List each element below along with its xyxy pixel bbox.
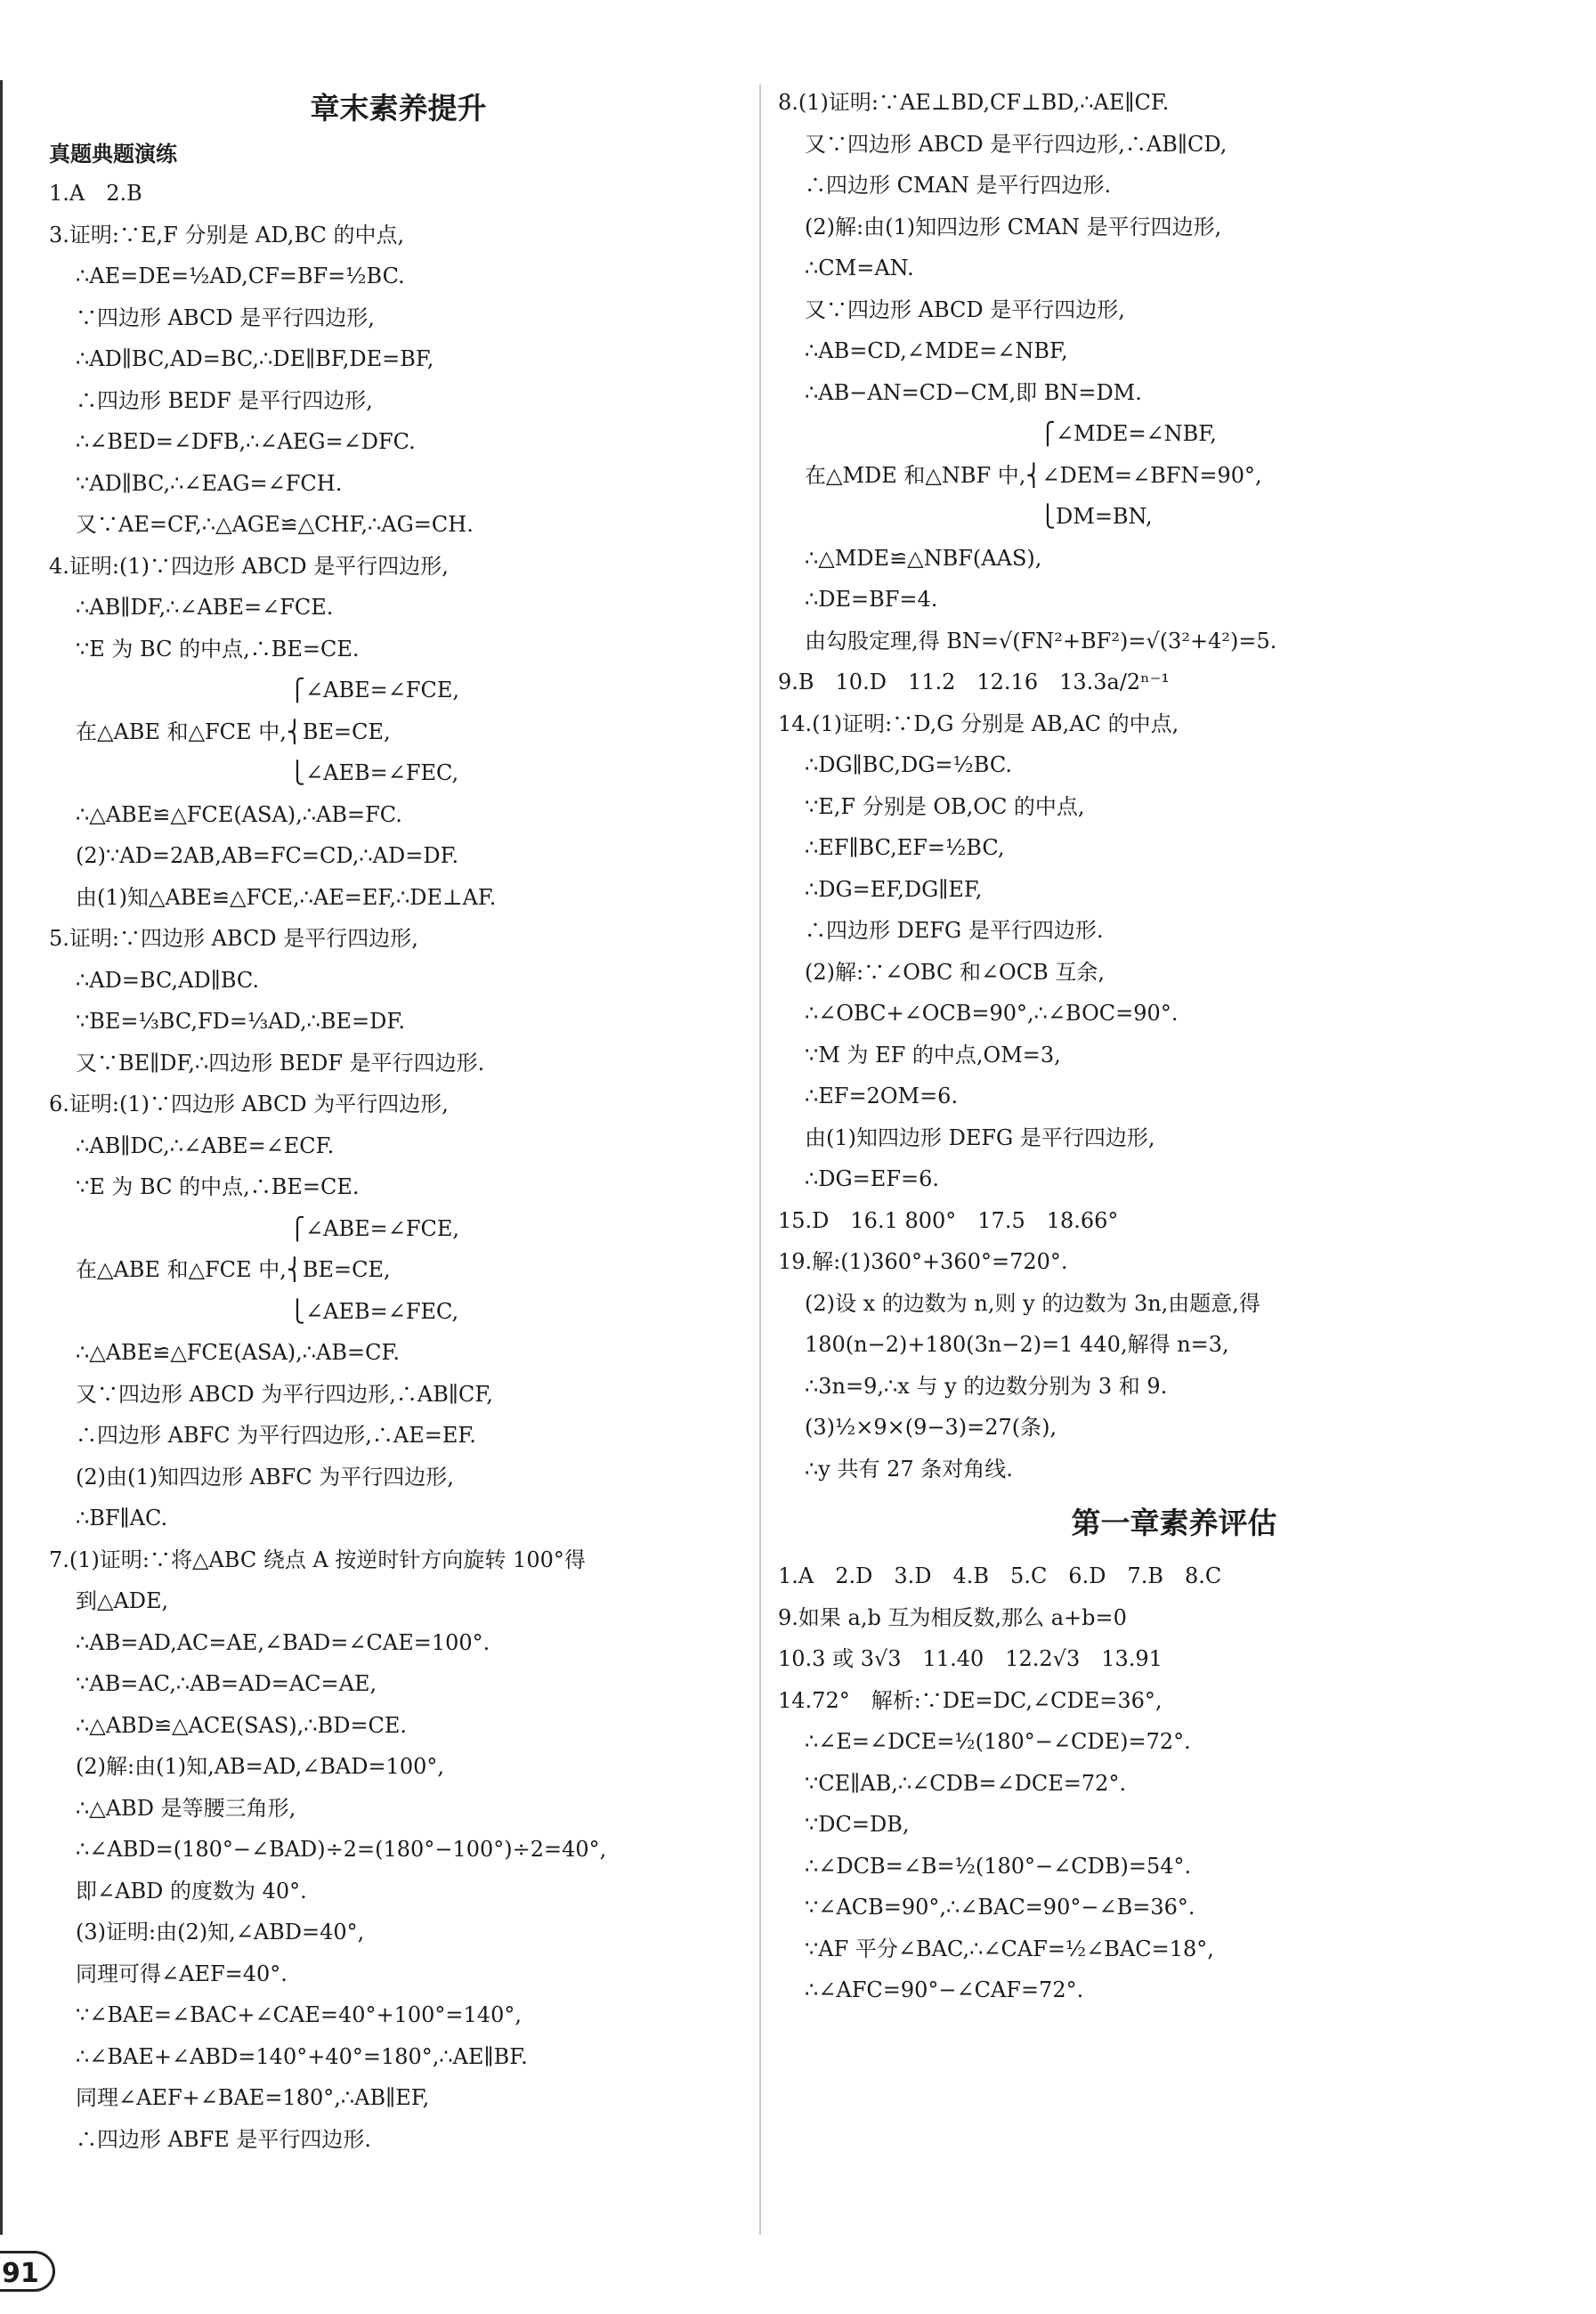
- answer-line: (2)解:∵∠OBC 和∠OCB 互余,: [805, 959, 1105, 985]
- answer-line: ∴四边形 CMAN 是平行四边形.: [805, 173, 1112, 198]
- answer-line: 15.D 16.1 800° 17.5 18.66°: [778, 1207, 1119, 1233]
- answer-line: 又∵BE∥DF,∴四边形 BEDF 是平行四边形.: [76, 1050, 485, 1076]
- answer-line: 14.72° 解析:∵DE=DC,∠CDE=36°,: [778, 1687, 1163, 1713]
- answer-line: 19.解:(1)360°+360°=720°.: [778, 1249, 1068, 1274]
- answer-line: 在△ABE 和△FCE 中,⎨BE=CE,: [76, 719, 391, 744]
- answer-line: 7.(1)证明:∵将△ABC 绕点 A 按逆时针方向旋转 100°得: [49, 1547, 586, 1572]
- answer-line: (2)解:由(1)知四边形 CMAN 是平行四边形,: [805, 214, 1222, 240]
- answer-line: ∴DG=EF,DG∥EF,: [805, 876, 983, 902]
- answer-line: ∴∠DCB=∠B=½(180°−∠CDB)=54°.: [805, 1853, 1192, 1879]
- answer-line: 由勾股定理,得 BN=√(FN²+BF²)=√(3²+4²)=5.: [805, 628, 1277, 654]
- answer-line: 9.如果 a,b 互为相反数,那么 a+b=0: [778, 1604, 1127, 1630]
- right-answer-lines: [778, 82, 1570, 1490]
- answer-line: ∴四边形 DEFG 是平行四边形.: [805, 918, 1104, 943]
- answer-line: (3)½×9×(9−3)=27(条),: [805, 1415, 1057, 1440]
- answer-line: ∴∠OBC+∠OCB=90°,∴∠BOC=90°.: [805, 1001, 1179, 1026]
- answer-line: ∴∠E=∠DCE=½(180°−∠CDE)=72°.: [805, 1729, 1191, 1754]
- answer-line: 1.A 2.B: [49, 181, 142, 206]
- answer-line: 3.证明:∵E,F 分别是 AD,BC 的中点,: [49, 222, 405, 248]
- answer-line: ∴AB∥DC,∴∠ABE=∠ECF.: [76, 1133, 335, 1158]
- answer-line: ∵∠ACB=90°,∴∠BAC=90°−∠B=36°.: [805, 1895, 1195, 1920]
- answer-line: ∴DE=BF=4.: [805, 587, 938, 612]
- answer-line: 8.(1)证明:∵AE⊥BD,CF⊥BD,∴AE∥CF.: [778, 90, 1170, 115]
- answer-line: 即∠ABD 的度数为 40°.: [76, 1878, 307, 1904]
- left-column: [49, 82, 748, 2160]
- answer-line: 由(1)知四边形 DEFG 是平行四边形,: [805, 1125, 1155, 1150]
- section-heading: 真题典题演练: [49, 142, 177, 166]
- answer-line: ∴EF=2OM=6.: [805, 1084, 959, 1108]
- page-number: 91: [0, 2251, 55, 2292]
- answer-line: ⎧∠ABE=∠FCE,: [76, 678, 459, 702]
- answer-line: 又∵四边形 ABCD 是平行四边形,: [805, 296, 1125, 322]
- answer-line: 同理∠AEF+∠BAE=180°,∴AB∥EF,: [76, 2085, 430, 2110]
- answer-line: (3)证明:由(2)知,∠ABD=40°,: [76, 1920, 365, 1945]
- answer-line: ∴DG=EF=6.: [805, 1166, 939, 1191]
- answer-line: ∴△ABD≌△ACE(SAS),∴BD=CE.: [76, 1712, 408, 1738]
- answer-line: ∵BE=⅓BC,FD=⅓AD,∴BE=DF.: [76, 1009, 405, 1034]
- answer-line: (2)设 x 的边数为 n,则 y 的边数为 3n,由题意,得: [805, 1290, 1260, 1316]
- answer-line: ∵∠BAE=∠BAC+∠CAE=40°+100°=140°,: [76, 2002, 522, 2027]
- answer-line: 在△ABE 和△FCE 中,⎨BE=CE,: [76, 1257, 391, 1282]
- answer-line: 10.3 或 3√3 11.40 12.2√3 13.91: [778, 1646, 1163, 1671]
- answer-line: ∴四边形 ABFE 是平行四边形.: [76, 2126, 372, 2152]
- answer-line: ∴BF∥AC.: [76, 1506, 168, 1530]
- answer-line: (2)解:由(1)知,AB=AD,∠BAD=100°,: [76, 1754, 444, 1779]
- answer-line: ⎧∠MDE=∠NBF,: [805, 421, 1217, 446]
- answer-line: 又∵四边形 ABCD 是平行四边形,∴AB∥CD,: [805, 131, 1227, 157]
- answer-line: ∴AB∥DF,∴∠ABE=∠FCE.: [76, 595, 334, 620]
- answer-line: (2)由(1)知四边形 ABFC 为平行四边形,: [76, 1464, 454, 1490]
- column-divider: [759, 85, 761, 2235]
- answer-line: 14.(1)证明:∵D,G 分别是 AB,AC 的中点,: [778, 710, 1179, 736]
- answer-line: ∴EF∥BC,EF=½BC,: [805, 835, 1005, 860]
- answer-line: 180(n−2)+180(3n−2)=1 440,解得 n=3,: [805, 1332, 1229, 1357]
- answer-line: 又∵AE=CF,∴△AGE≌△CHF,∴AG=CH.: [76, 512, 474, 537]
- answer-line: ∵E,F 分别是 OB,OC 的中点,: [805, 793, 1085, 819]
- answer-line: ∴四边形 BEDF 是平行四边形,: [76, 387, 373, 413]
- right-column: [778, 82, 1570, 2011]
- answer-line: (2)∵AD=2AB,AB=FC=CD,∴AD=DF.: [76, 843, 459, 868]
- answer-line: ∵DC=DB,: [805, 1812, 910, 1837]
- answer-line: ∵E 为 BC 的中点,∴BE=CE.: [76, 1174, 360, 1199]
- answer-line: ∴△ABE≌△FCE(ASA),∴AB=FC.: [76, 801, 402, 827]
- answer-line: ∵AD∥BC,∴∠EAG=∠FCH.: [76, 470, 343, 496]
- answer-line: 到△ADE,: [76, 1588, 169, 1613]
- answer-line: ∵AB=AC,∴AB=AD=AC=AE,: [76, 1671, 377, 1696]
- answer-line: 又∵四边形 ABCD 为平行四边形,∴AB∥CF,: [76, 1381, 493, 1407]
- answer-line: ∴DG∥BC,DG=½BC.: [805, 752, 1012, 777]
- answer-line: ∵四边形 ABCD 是平行四边形,: [76, 304, 375, 330]
- answer-line: ∴△ABE≌△FCE(ASA),∴AB=CF.: [76, 1340, 401, 1365]
- answer-line: ∴AB=AD,AC=AE,∠BAD=∠CAE=100°.: [76, 1629, 490, 1655]
- answer-line: 6.证明:(1)∵四边形 ABCD 为平行四边形,: [49, 1092, 449, 1116]
- page-edge-line: [0, 80, 3, 2235]
- answer-line: 1.A 2.D 3.D 4.B 5.C 6.D 7.B 8.C: [778, 1563, 1222, 1588]
- answer-line: ⎩∠AEB=∠FEC,: [76, 1298, 459, 1324]
- answer-line: ∴y 共有 27 条对角线.: [805, 1456, 1013, 1482]
- answer-line: 4.证明:(1)∵四边形 ABCD 是平行四边形,: [49, 553, 449, 579]
- answer-line: ∴∠AFC=90°−∠CAF=72°.: [805, 1977, 1084, 2002]
- answer-line: ⎩DM=BN,: [805, 504, 1153, 529]
- answer-line: 9.B 10.D 11.2 12.16 13.3a/2ⁿ⁻¹: [778, 670, 1170, 694]
- chapter-one-assessment-title: 第一章素养评估: [1071, 1506, 1277, 1540]
- answer-line: ∴3n=9,∴x 与 y 的边数分别为 3 和 9.: [805, 1373, 1168, 1399]
- answer-line: ∴CM=AN.: [805, 256, 914, 280]
- answer-line: ∴∠BAE+∠ABD=140°+40°=180°,∴AE∥BF.: [76, 2043, 528, 2069]
- chapter-review-title: 章末素养提升: [310, 91, 487, 126]
- answer-line: ∵M 为 EF 的中点,OM=3,: [805, 1042, 1061, 1068]
- answer-line: ∴∠BED=∠DFB,∴∠AEG=∠DFC.: [76, 429, 416, 454]
- assessment-answer-lines: [778, 1555, 1570, 2011]
- answer-line: ∴AD=BC,AD∥BC.: [76, 967, 260, 993]
- answer-line: ∴AB−AN=CD−CM,即 BN=DM.: [805, 379, 1142, 405]
- answer-line: ∴△ABD 是等腰三角形,: [76, 1795, 296, 1821]
- answer-line: 5.证明:∵四边形 ABCD 是平行四边形,: [49, 926, 418, 951]
- answer-line: 由(1)知△ABE≌△FCE,∴AE=EF,∴DE⊥AF.: [76, 884, 497, 910]
- answer-line: 在△MDE 和△NBF 中,⎨∠DEM=∠BFN=90°,: [805, 462, 1262, 488]
- left-answer-lines: [49, 173, 748, 2160]
- answer-line: ⎧∠ABE=∠FCE,: [76, 1215, 459, 1241]
- answer-line: ∴∠ABD=(180°−∠BAD)÷2=(180°−100°)÷2=40°,: [76, 1837, 607, 1862]
- answer-line: ∴AE=DE=½AD,CF=BF=½BC.: [76, 264, 405, 288]
- answer-line: ∵AF 平分∠BAC,∴∠CAF=½∠BAC=18°,: [805, 1936, 1214, 1961]
- answer-line: ∴AB=CD,∠MDE=∠NBF,: [805, 338, 1068, 363]
- answer-line: ∴四边形 ABFC 为平行四边形,∴AE=EF.: [76, 1423, 476, 1448]
- answer-line: ∵CE∥AB,∴∠CDB=∠DCE=72°.: [805, 1770, 1127, 1796]
- answer-line: ⎩∠AEB=∠FEC,: [76, 760, 459, 785]
- answer-line: ∴△MDE≌△NBF(AAS),: [805, 545, 1042, 571]
- answer-line: ∵E 为 BC 的中点,∴BE=CE.: [76, 636, 360, 662]
- answer-line: 同理可得∠AEF=40°.: [76, 1961, 288, 1986]
- answer-line: ∴AD∥BC,AD=BC,∴DE∥BF,DE=BF,: [76, 346, 434, 371]
